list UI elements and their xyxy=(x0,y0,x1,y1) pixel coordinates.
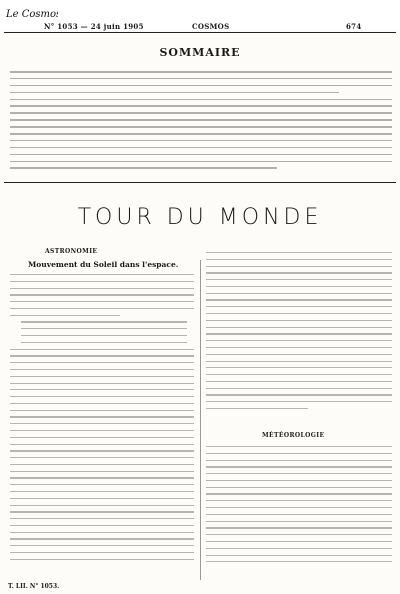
logo-text: Le Cosmos xyxy=(6,9,58,20)
cosmos-logo xyxy=(6,5,58,19)
left-category: ASTRONOMIE xyxy=(45,248,98,255)
journal-name: COSMOS xyxy=(192,22,230,31)
article-title: Mouvement du Soleil dans l'espace. xyxy=(28,260,179,269)
issue-date: N° 1053 — 24 juin 1905 xyxy=(44,22,144,31)
right-category: MÉTÉOROLOGIE xyxy=(262,432,325,439)
summary-rule xyxy=(4,182,396,183)
right-column-text-bottom xyxy=(206,446,392,576)
page-header xyxy=(0,0,400,30)
page-number: 674 xyxy=(346,22,362,31)
summary-text-block xyxy=(10,71,392,174)
summary-title: SOMMAIRE xyxy=(159,46,241,59)
header-rule xyxy=(4,32,396,33)
right-column-text-top xyxy=(206,252,392,427)
column-divider xyxy=(200,260,201,580)
page-footer: T. LII. N° 1053. xyxy=(8,583,60,590)
section-title: TOUR DU MONDE xyxy=(77,205,323,230)
left-column-text xyxy=(10,274,194,574)
